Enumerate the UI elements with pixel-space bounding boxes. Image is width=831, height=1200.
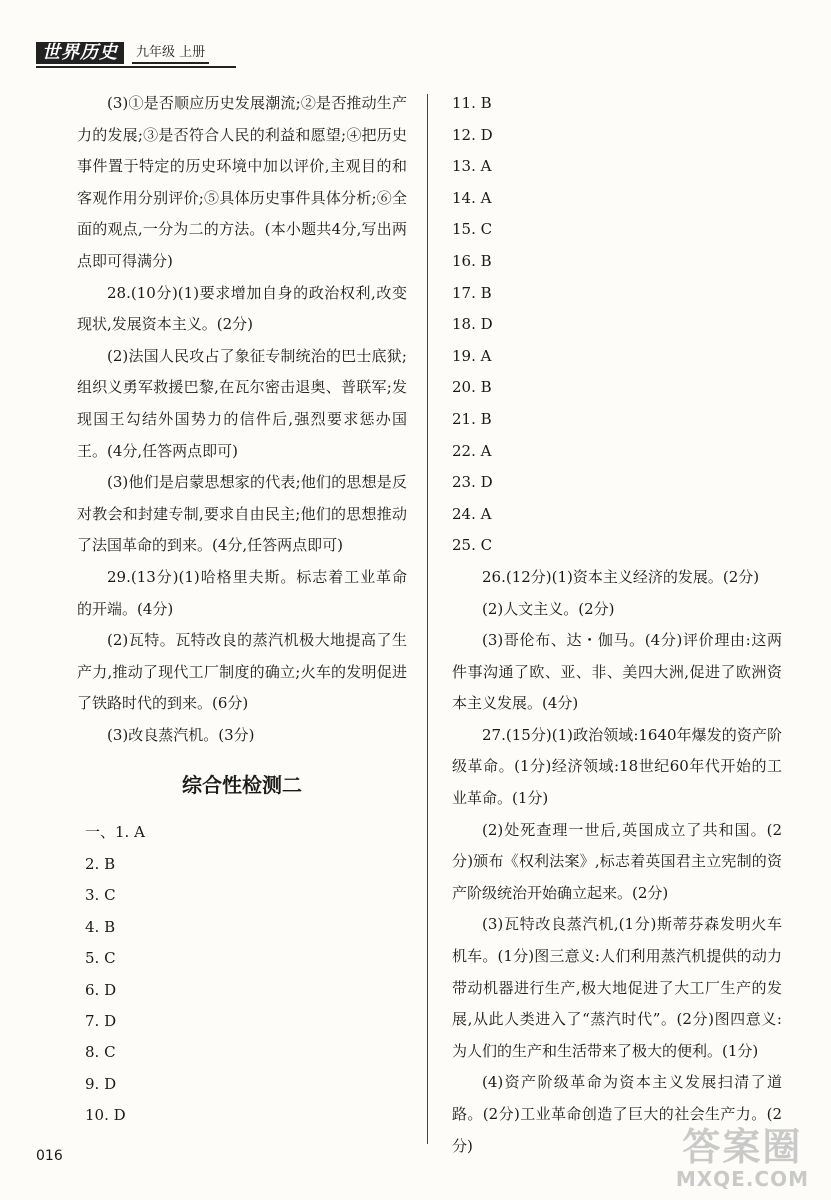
watermark-site: MXQE.COM [675, 1167, 809, 1191]
paragraph: (3)①是否顺应历史发展潮流;②是否推动生产力的发展;③是否符合人民的利益和愿望;④把历史事件置于特定的历史环境中加以评价,主观目的和客观作用分别评价;⑤具体历史事件具体分析;⑥全面的观点,一分为二的方法。(本小题共4分,写出两点即可得满分) [77, 94, 407, 270]
paragraph: (3)哥伦布、达・伽马。(4分)评价理由:这两件事沟通了欧、亚、非、美四大洲,促进了欧洲资本主义发展。(4分) [452, 631, 782, 713]
answer-item: 16. B [452, 251, 492, 270]
answer-item: 7. D [85, 1011, 117, 1030]
answer-item: 2. B [85, 854, 116, 873]
paragraph: (2)瓦特。瓦特改良的蒸汽机极大地提高了生产力,推动了现代工厂制度的确立;火车的发明促进了铁路时代的到来。(6分) [77, 631, 407, 713]
answer-item: 4. B [85, 917, 116, 936]
paragraph: (3)瓦特改良蒸汽机,(1分)斯蒂芬森发明火车机车。(1分)图三意义:人们利用蒸汽机提供的动力带动机器进行生产,极大地促进了大工厂生产的发展,从此人类进入了“蒸汽时代”。(2分)图四意义:为人们的生产和生活带来了极大的便利。(1分) [452, 915, 782, 1060]
paragraph: (3)他们是启蒙思想家的代表;他们的思想是反对教会和封建专制,要求自由民主;他们的思想推动了法国革命的到来。(4分,任答两点即可) [77, 473, 407, 555]
answer-item: 12. D [452, 125, 493, 144]
paragraph: 26.(12分)(1)资本主义经济的发展。(2分) [482, 567, 760, 586]
answer-item: 8. C [85, 1043, 116, 1062]
answer-item: 9. D [85, 1074, 117, 1093]
section-title: 综合性检测二 [182, 773, 302, 798]
answer-item: 19. A [452, 346, 492, 365]
page-number: 016 [36, 1148, 63, 1164]
paragraph: (4)资产阶级革命为资本主义发展扫清了道路。(2分)工业革命创造了巨大的社会生产力。(2分) [452, 1073, 782, 1155]
grade-label: 九年级 上册 [132, 44, 209, 64]
answer-item: 17. B [452, 283, 492, 302]
answer-item: 13. A [452, 157, 492, 176]
answer-item: 11. B [452, 94, 492, 112]
answer-item: 24. A [452, 504, 492, 523]
answer-item: 25. C [452, 536, 493, 555]
left-column [77, 88, 407, 1132]
answer-item: 22. A [452, 441, 492, 460]
answer-item: 6. D [85, 980, 117, 999]
paragraph: (2)人文主义。(2分) [482, 599, 615, 618]
answer-item: 一、1. A [85, 823, 145, 842]
header-rule [36, 66, 236, 68]
answer-item: 15. C [452, 220, 493, 239]
answer-item: 18. D [452, 315, 493, 334]
paragraph: (3)改良蒸汽机。(3分) [107, 725, 255, 744]
answer-item: 20. B [452, 378, 492, 397]
answer-item: 23. D [452, 473, 493, 492]
watermark-text: 答案圈 [682, 1125, 803, 1169]
answer-item: 21. B [452, 409, 492, 428]
paragraph: (2)处死查理一世后,英国成立了共和国。(2分)颁布《权利法案》,标志着英国君主立宪制的资产阶级统治开始确立起来。(2分) [452, 820, 782, 902]
column-divider [427, 94, 428, 1144]
running-header [36, 42, 209, 64]
answer-item: 3. C [85, 886, 116, 905]
paragraph: 28.(10分)(1)要求增加自身的政治权利,改变现状,发展资本主义。(2分) [77, 283, 407, 334]
answer-item: 14. A [452, 188, 492, 207]
right-column [452, 88, 782, 1162]
book-title: 世界历史 [36, 42, 124, 64]
answer-item: 10. D [85, 1106, 126, 1125]
answer-item: 5. C [85, 949, 116, 968]
paragraph: 27.(15分)(1)政治领域:1640年爆发的资产阶级革命。(1分)经济领域:18世纪60年代开始的工业革命。(1分) [452, 725, 782, 808]
paragraph: (2)法国人民攻占了象征专制统治的巴士底狱;组织义勇军救援巴黎,在瓦尔密击退奥、普联军;发现国王勾结外国势力的信件后,强烈要求惩办国王。(4分,任答两点即可) [77, 346, 407, 460]
paragraph: 29.(13分)(1)哈格里夫斯。标志着工业革命的开端。(4分) [77, 567, 407, 618]
watermark-logo [676, 1126, 809, 1190]
